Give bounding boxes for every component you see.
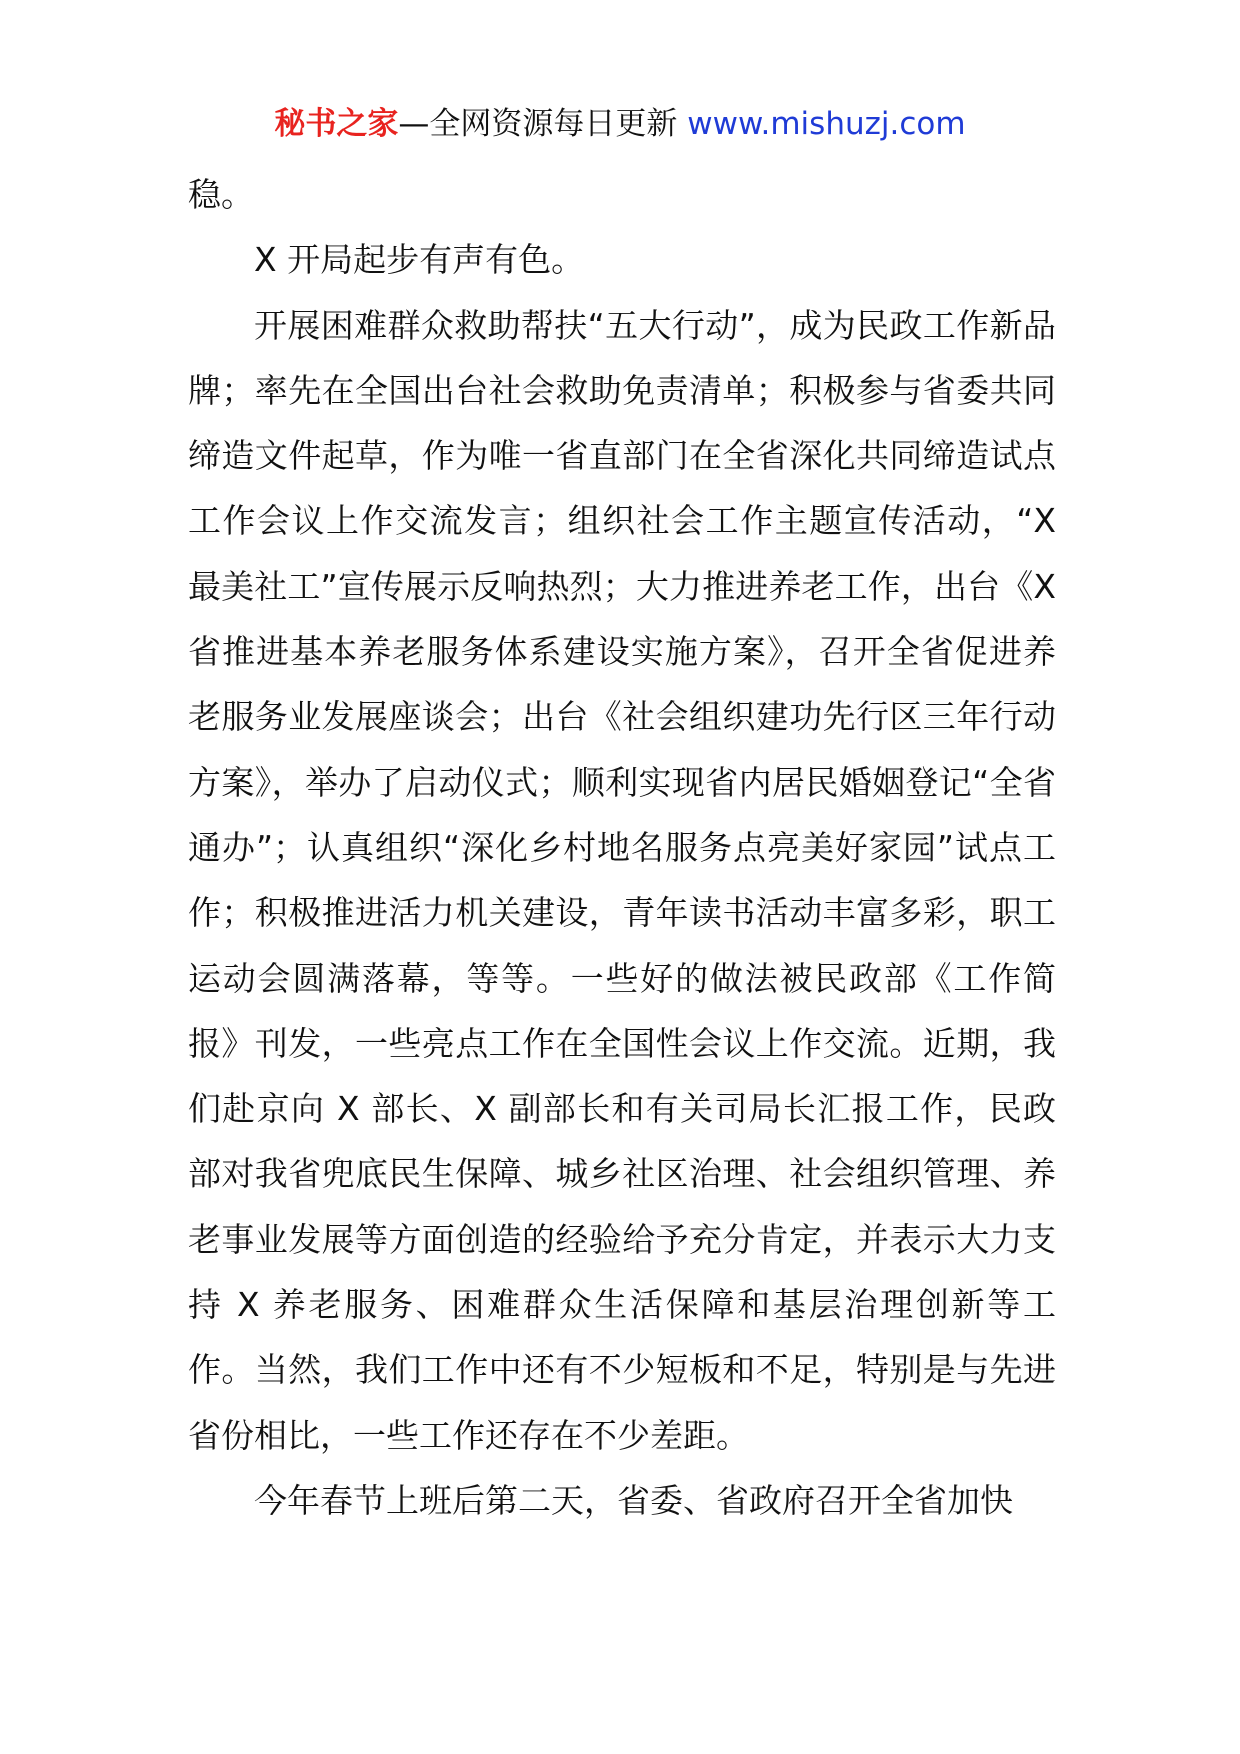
site-url-link[interactable]: www.mishuzj.com [687, 106, 966, 142]
paragraph-heading: X 开局起步有声有色。 [254, 240, 585, 280]
brand-name: 秘书之家 [274, 106, 399, 142]
header-slogan: —全网资源每日更新 [398, 106, 688, 142]
paragraph-main: 开展困难群众救助帮扶“五大行动”，成为民政工作新品牌；率先在全国出台社会救助免责清单；积极参与省委共同缔造文件起草，作为唯一省直部门在全省深化共同缔造试点工作会议上作交流发言；组织社会工作主题宣传活动，“X 最美社工”宣传展示反响热烈；大力推进养老工作，出台《X 省推进基本养老服务体系建设实施方案》，召开全省促进养老服务业发展座谈会；出台《社会组织建功先行区三年行动方案》，举办了启动仪式；顺利实现省内居民婚姻登记“全省通办”；认真组织“深化乡村地名服务点亮美好家园”试点工作；积极推进活力机关建设，青年读书活动丰富多彩，职工运动会圆满落幕，等等。一些好的做法被民政部《工作简报》刊发，一些亮点工作在全国性会议上作交流。近期，我们赴京向 X 部长、X 副部长和有关司局长汇报工作，民政部对我省兜底民生保障、城乡社区治理、社会组织管理、养老事业发展等方面创造的经验给予充分肯定，并表示大力支持 X 养老服务、困难群众生活保障和基层治理创新等工作。当然，我们工作中还有不少短板和不足，特别是与先进省份相比，一些工作还存在不少差距。 [188, 305, 1056, 1455]
paragraph-continuation: 稳。 [188, 175, 254, 214]
document-body [188, 162, 1056, 1533]
paragraph-next: 今年春节上班后第二天，省委、省政府召开全省加快 [254, 1480, 1013, 1520]
page-header [0, 100, 1240, 148]
